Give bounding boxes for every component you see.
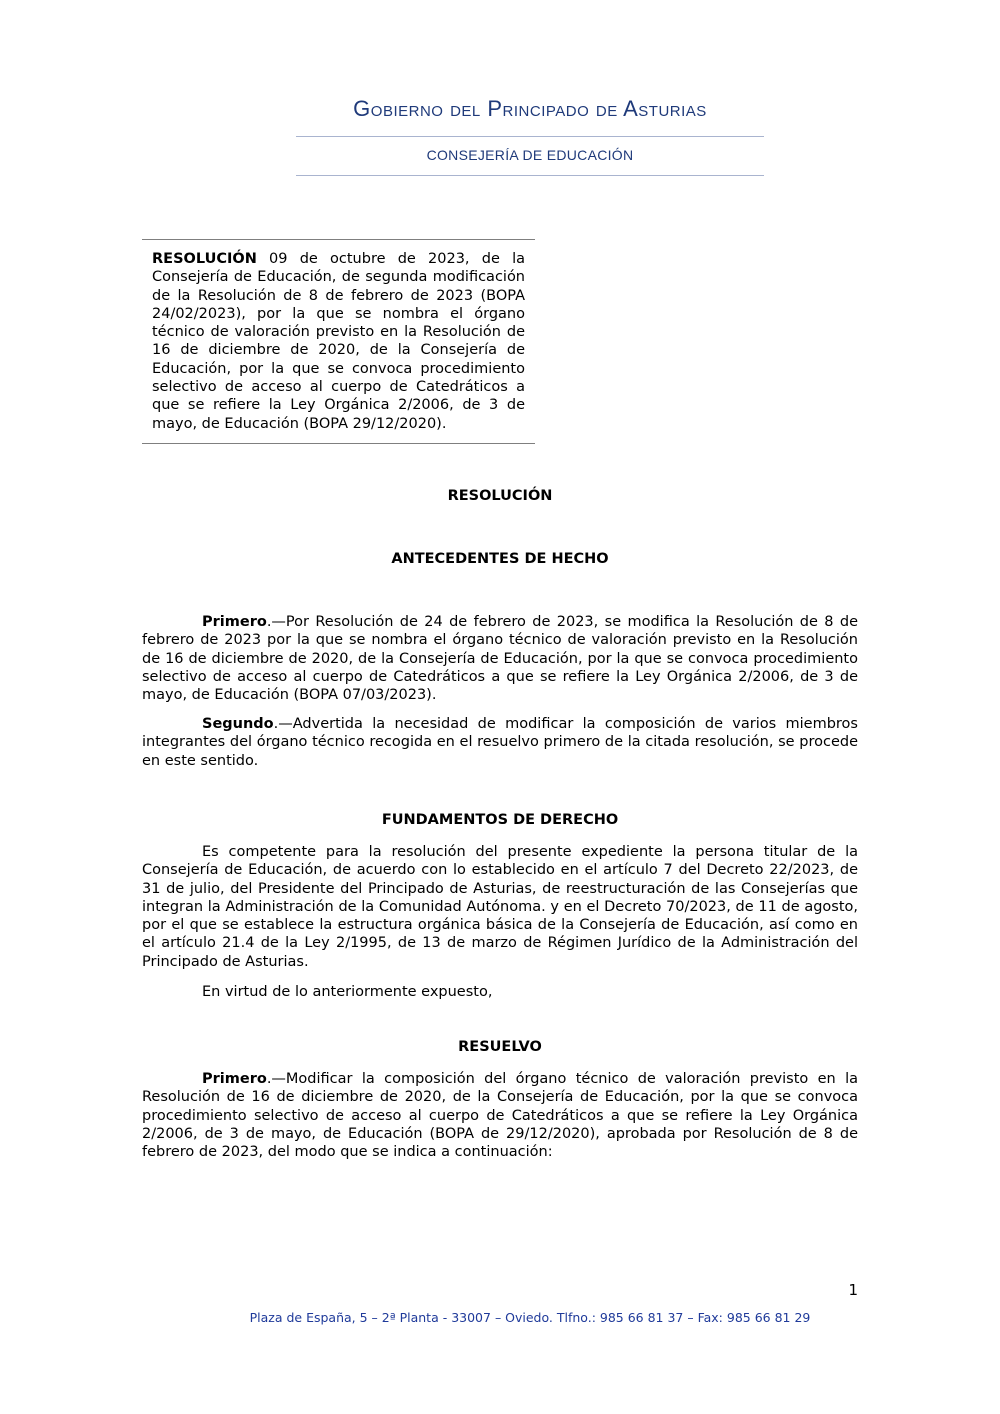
header-rule-bottom [296, 175, 764, 176]
heading-fundamentos: FUNDAMENTOS DE DERECHO [381, 812, 619, 828]
heading-resolucion: RESOLUCIÓN [447, 488, 553, 504]
antecedente-segundo-lead: Segundo [202, 716, 274, 732]
footer-address: Plaza de España, 5 – 2ª Planta - 33007 – Oviedo. Tlfno.: 985 66 81 37 – Fax: 985 66 81 29 [249, 1310, 811, 1325]
summary-lead: RESOLUCIÓN [152, 251, 257, 267]
header-subtitle: CONSEJERÍA DE EDUCACIÓN [426, 147, 634, 163]
page-number: 1 [848, 1281, 858, 1299]
header-rule-top [296, 136, 764, 137]
antecedente-segundo-text: .—Advertida la necesidad de modificar la composición de varios miembros integrantes del órgano técnico recogida en el resuelvo primero de la citada resolución, se procede en este sentido. [142, 716, 858, 769]
heading-antecedentes: ANTECEDENTES DE HECHO [391, 551, 609, 567]
antecedente-segundo [142, 715, 858, 770]
fundamentos-conclusion: En virtud de lo anteriormente expuesto, [202, 984, 493, 1000]
antecedente-primero [142, 613, 858, 704]
heading-resuelvo: RESUELVO [458, 1039, 542, 1055]
summary-box [142, 239, 535, 444]
antecedente-primero-text: .—Por Resolución de 24 de febrero de 2023, se modifica la Resolución de 8 de febrero de 2023 por la que se nombra el órgano técnico de valoración previsto en la Resolución de 16 de diciembre de 2020, de la Consejería de Educación, por la que se convoca procedimiento selectivo de acceso al cuerpo de Catedráticos a que se refiere la Ley Orgánica 2/2006, de 3 de mayo, de Educación (BOPA 07/03/2023). [142, 614, 858, 704]
summary-paragraph [152, 250, 525, 433]
header-title: Gobierno del Principado de Asturias [353, 96, 707, 121]
resuelvo-primero-text: .—Modificar la composición del órgano técnico de valoración previsto en la Resolución de 16 de diciembre de 2020, de la Consejería de Educación, por la que se convoca procedimiento selectivo de acceso al cuerpo de Catedráticos a que se refiere la Ley Orgánica 2/2006, de 3 de mayo, de Educación (BOPA de 29/12/2020), aprobada por Resolución de 8 de febrero de 2023, del modo que se indica a continuación: [142, 1071, 858, 1161]
resuelvo-primero [142, 1070, 858, 1161]
summary-text: 09 de octubre de 2023, de la Consejería de Educación, de segunda modificación de la Resolución de 8 de febrero de 2023 (BOPA 24/02/2023), por la que se nombra el órgano técnico de valoración previsto en la Resolución de 16 de diciembre de 2020, de la Consejería de Educación, por la que se convoca procedimiento selectivo de acceso al cuerpo de Catedráticos a que se refiere la Ley Orgánica 2/2006, de 3 de mayo, de Educación (BOPA 29/12/2020). [152, 251, 525, 432]
resuelvo-primero-lead: Primero [202, 1071, 267, 1087]
antecedente-primero-lead: Primero [202, 614, 267, 630]
fundamentos-paragraph: Es competente para la resolución del presente expediente la persona titular de la Consejería de Educación, de acuerdo con lo establecido en el artículo 7 del Decreto 22/2023, de 31 de julio, del Presidente del Principado de Asturias, de reestructuración de las Consejerías que integran la Administración de la Comunidad Autónoma. y en el Decreto 70/2023, de 11 de agosto, por el que se establece la estructura orgánica básica de la Consejería de Educación, así como en el artículo 21.4 de la Ley 2/1995, de 13 de marzo de Régimen Jurídico de la Administración del Principado de Asturias. [142, 844, 858, 970]
